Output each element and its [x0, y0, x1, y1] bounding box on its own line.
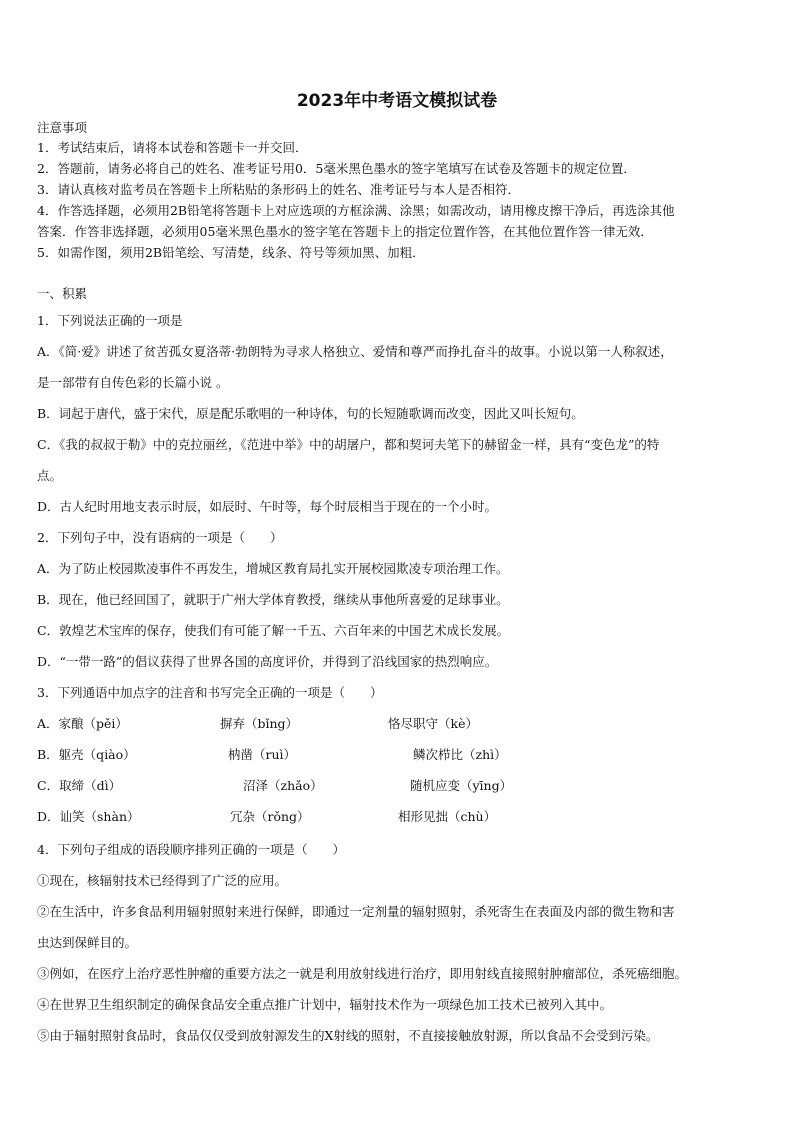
- question-4-sentence-2-cont: 虫达到保鲜目的。: [37, 935, 138, 950]
- question-3-option-d-1: D．讪笑（shàn）: [37, 809, 140, 824]
- question-3-option-c-1: C．取缔（dì）: [37, 778, 122, 793]
- question-1-option-d: D．古人纪时用地支表示时辰，如辰时、午时等，每个时辰相当于现在的一个小时。: [37, 499, 498, 514]
- question-2-option-b: B．现在，他已经回国了，就职于广州大学体育教授，继续从事他所喜爱的足球事业。: [37, 592, 509, 607]
- notice-item: 1．考试结束后，请将本试卷和答题卡一并交回．: [37, 140, 308, 155]
- question-3-option-b-1: B．躯壳（qiào）: [37, 747, 136, 762]
- question-3-option-a-1: A．家酿（pěi）: [37, 716, 128, 731]
- question-4-sentence-1: ①现在，核辐射技术已经得到了广泛的应用。: [37, 873, 288, 888]
- question-2-option-c: C．敦煌艺术宝库的保存，使我们有可能了解一千五、六百年来的中国艺术成长发展。: [37, 623, 510, 638]
- question-3-option-c-3: 随机应变（yīng）: [410, 778, 513, 793]
- question-1-stem: 1．下列说法正确的一项是: [37, 313, 183, 328]
- notice-item: 5．如需作图，须用2B铅笔绘、写清楚，线条、符号等须加黑、加粗．: [37, 245, 425, 260]
- question-2-option-a: A．为了防止校园欺凌事件不再发生，增城区教育局扎实开展校园欺凌专项治理工作。: [37, 561, 509, 576]
- question-3-option-a-3: 恪尽职守（kè）: [388, 716, 478, 731]
- notice-item: 2．答题前，请务必将自己的姓名、准考证号用0．5毫米黑色墨水的签字笔填写在试卷及答题卡的规定位置．: [37, 161, 636, 176]
- question-1-option-a: A．《简·爱》讲述了贫苦孤女夏洛蒂·勃朗特为寻求人格独立、爱情和尊严而挣扎奋斗的故事。小说以第一人称叙述，: [37, 344, 673, 359]
- question-4-sentence-3: ③例如，在医疗上治疗恶性肿瘤的重要方法之一就是利用放射线进行治疗，即用射线直接照射肿瘤部位，杀死癌细胞。: [37, 966, 688, 981]
- question-2-option-d: D．“一带一路”的倡议获得了世界各国的高度评价，并得到了沿线国家的热烈响应。: [37, 654, 498, 669]
- question-3-option-d-2: 冗杂（rǒng）: [230, 809, 310, 824]
- question-3-option-a-2: 摒弃（bǐng）: [220, 716, 299, 731]
- question-4-sentence-2: ②在生活中，许多食品利用辐射照射来进行保鲜，即通过一定剂量的辐射照射，杀死寄生在表面及内部的微生物和害: [37, 904, 675, 919]
- question-4-stem: 4．下列句子组成的语段顺序排列正确的一项是（ ）: [37, 842, 345, 857]
- notice-item: 答案．作答非选择题，必须用05毫米黑色墨水的签字笔在答题卡上的指定位置作答，在其他位置作答一律无效．: [37, 224, 653, 239]
- question-1-option-a-cont: 是一部带有自传色彩的长篇小说 。: [37, 375, 229, 390]
- notice-item: 4．作答选择题，必须用2B铅笔将答题卡上对应选项的方框涂满、涂黑；如需改动，请用橡皮擦干净后，再选涂其他: [37, 203, 675, 218]
- section-heading: 一、积累: [37, 286, 88, 301]
- page-title: 2023年中考语文模拟试卷: [296, 91, 498, 111]
- question-4-sentence-5: ⑤由于辐射照射食品时，食品仅仅受到放射源发生的X射线的照射，不直接接触放射源，所以食品不会受到污染。: [37, 1028, 659, 1043]
- question-1-option-b: B．词起于唐代，盛于宋代，原是配乐歌唱的一种诗体，句的长短随歌调而改变，因此又叫长短句。: [37, 406, 584, 421]
- question-1-option-c-cont: 点。: [37, 468, 63, 483]
- question-3-option-b-2: 枘凿（ruì）: [228, 747, 297, 762]
- question-3-option-b-3: 鳞次栉比（zhì）: [413, 747, 507, 762]
- question-3-stem: 3．下列通语中加点字的注音和书写完全正确的一项是（ ）: [37, 685, 383, 700]
- notice-item: 3．请认真核对监考员在答题卡上所粘贴的条形码上的姓名、准考证号与本人是否相符．: [37, 182, 520, 197]
- question-1-option-c: C．《我的叔叔于勒》中的克拉丽丝，《范进中举》中的胡屠户，都和契诃夫笔下的赫留金一样，具有“变色龙”的特: [37, 437, 660, 452]
- question-3-option-d-3: 相形见拙（chù）: [398, 809, 497, 824]
- question-4-sentence-4: ④在世界卫生组织制定的确保食品安全重点推广计划中，辐射技术作为一项绿色加工技术已被列入其中。: [37, 997, 613, 1012]
- question-3-option-c-2: 沼泽（zhǎo）: [243, 778, 323, 793]
- question-2-stem: 2．下列句子中，没有语病的一项是（ ）: [37, 530, 283, 545]
- notice-heading: 注意事项: [37, 120, 88, 135]
